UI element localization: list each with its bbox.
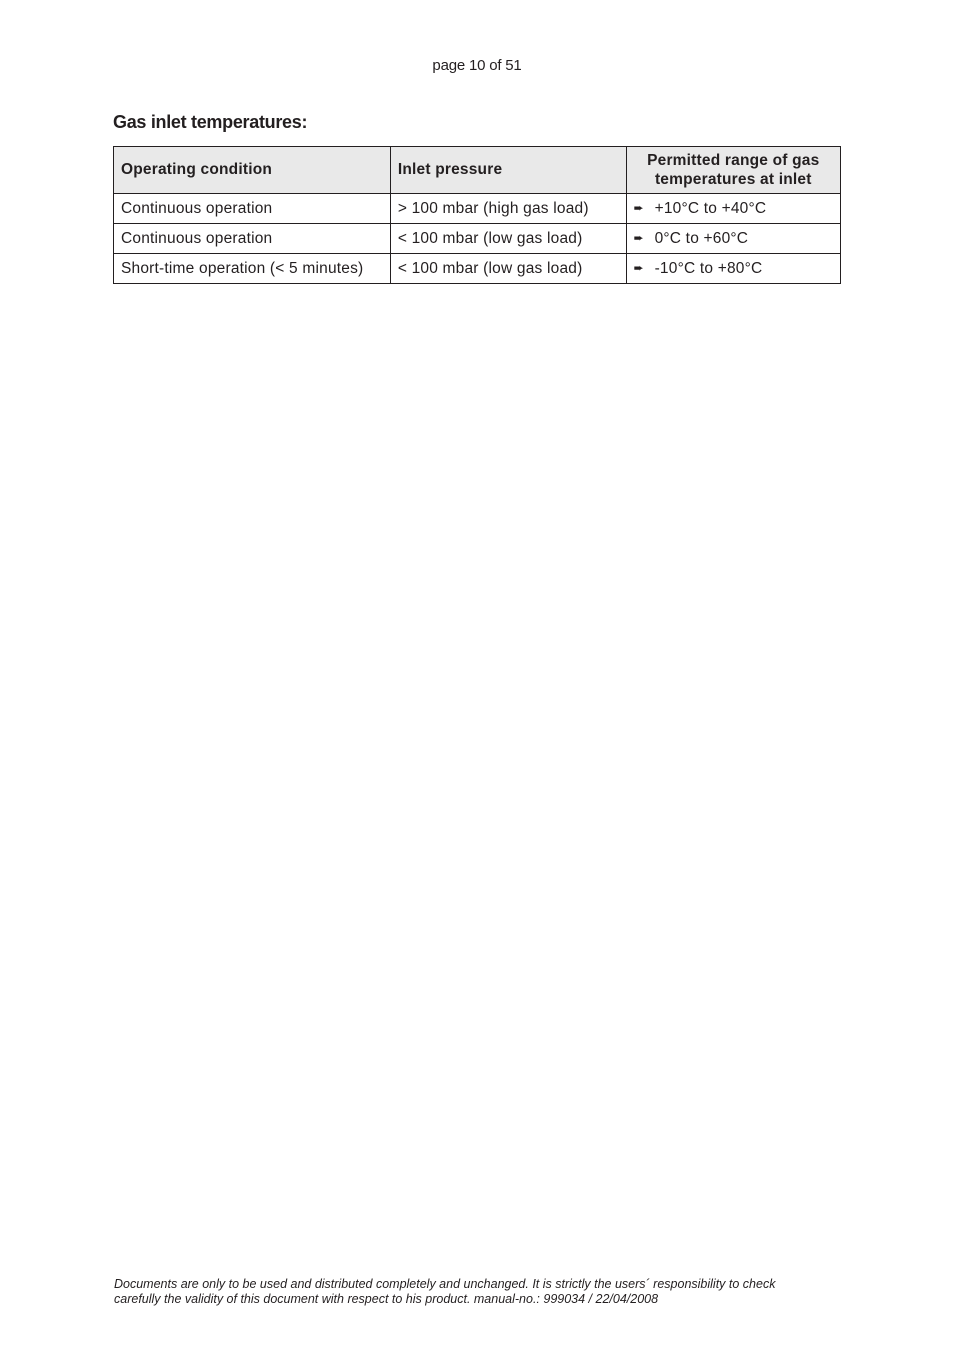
cell-permitted-range <box>626 194 840 224</box>
cell-operating-condition: Continuous operation <box>114 194 391 224</box>
arrow-right-icon: ➨ <box>633 230 644 245</box>
arrow-right-icon: ➨ <box>633 200 644 215</box>
table-row <box>114 224 841 254</box>
table-row <box>114 254 841 284</box>
table-header-row <box>114 147 841 194</box>
page-number: page 10 of 51 <box>432 57 522 74</box>
range-value: -10°C to +80°C <box>654 259 763 277</box>
cell-inlet-pressure: > 100 mbar (high gas load) <box>390 194 626 224</box>
gas-inlet-temperature-table <box>113 146 841 284</box>
section-title: Gas inlet temperatures: <box>113 112 308 132</box>
cell-permitted-range <box>626 224 840 254</box>
footer-line: carefully the validity of this document with respect to his product. manual-no.: 999034 / 22/04/2008 <box>114 1292 659 1306</box>
cell-operating-condition: Continuous operation <box>114 224 391 254</box>
cell-permitted-range <box>626 254 840 284</box>
range-value: +10°C to +40°C <box>654 199 767 217</box>
cell-inlet-pressure: < 100 mbar (low gas load) <box>390 254 626 284</box>
column-header-permitted-range: Permitted range of gas temperatures at inlet <box>626 147 840 194</box>
column-header-inlet-pressure: Inlet pressure <box>390 147 626 194</box>
footer-line: Documents are only to be used and distributed completely and unchanged. It is strictly the users´ responsibility to check <box>114 1277 776 1291</box>
column-header-operating-condition: Operating condition <box>114 147 391 194</box>
cell-operating-condition: Short-time operation (< 5 minutes) <box>114 254 391 284</box>
cell-inlet-pressure: < 100 mbar (low gas load) <box>390 224 626 254</box>
footer-disclaimer <box>114 1277 841 1307</box>
table-row <box>114 194 841 224</box>
range-value: 0°C to +60°C <box>654 229 749 247</box>
table-body <box>114 194 841 284</box>
table-header <box>114 147 841 194</box>
arrow-right-icon: ➨ <box>633 260 644 275</box>
